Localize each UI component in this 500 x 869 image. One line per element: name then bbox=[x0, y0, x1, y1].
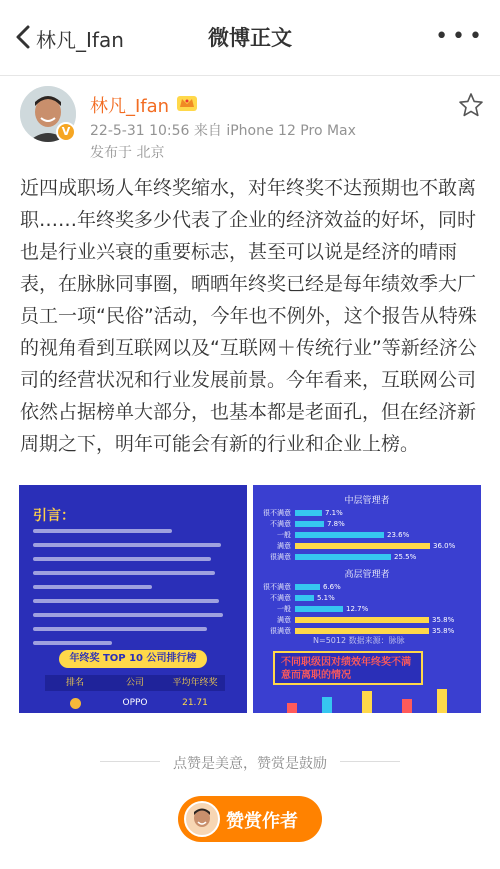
bar-value: 35.8% bbox=[432, 627, 455, 635]
bar-value: 5.1% bbox=[317, 594, 335, 602]
rank-value: 21.71 bbox=[182, 698, 208, 708]
bar-fill bbox=[295, 628, 429, 634]
rank-company: OPPO bbox=[122, 698, 148, 708]
bar-row bbox=[259, 519, 475, 529]
bar-label: 满意 bbox=[277, 616, 291, 624]
bar-value: 12.7% bbox=[346, 605, 369, 613]
bar-fill bbox=[295, 617, 429, 623]
verified-badge-icon: V bbox=[56, 122, 76, 142]
top10-title: 年终奖 TOP 10 公司排行榜 bbox=[59, 650, 207, 668]
post-image-right[interactable] bbox=[253, 485, 481, 713]
bar-label: 一般 bbox=[277, 531, 291, 539]
bar-row bbox=[259, 604, 475, 614]
reward-avatar bbox=[184, 801, 220, 837]
highlight-box: 不同职级因对绩效年终奖不满意而离职的情况 bbox=[273, 651, 423, 685]
reward-tip bbox=[0, 751, 500, 771]
senior-manager-chart bbox=[259, 567, 475, 637]
bar-fill bbox=[295, 521, 324, 527]
bar-row bbox=[259, 582, 475, 592]
bar-label: 很满意 bbox=[270, 627, 291, 635]
bar-value: 36.0% bbox=[433, 542, 456, 550]
data-source: N=5012 数据来源：脉脉 bbox=[313, 636, 405, 645]
favorite-star-icon[interactable] bbox=[458, 92, 484, 118]
bar-label: 不满意 bbox=[270, 594, 291, 602]
bar-row bbox=[259, 615, 475, 625]
header-company: 公司 bbox=[125, 678, 144, 688]
bar-label: 很不满意 bbox=[263, 583, 291, 591]
bar-row bbox=[259, 541, 475, 551]
mini-bar-chart bbox=[267, 685, 467, 713]
intro-text-block bbox=[33, 529, 231, 643]
bar-fill bbox=[295, 595, 314, 601]
reward-label: 赞赏作者 bbox=[226, 811, 298, 832]
reward-button[interactable] bbox=[178, 796, 322, 842]
post-location: 发布于 北京 bbox=[90, 145, 165, 161]
bar-value: 25.5% bbox=[394, 553, 417, 561]
bar-value: 7.1% bbox=[325, 509, 343, 517]
chart-title-senior: 高层管理者 bbox=[344, 570, 390, 580]
bar-row bbox=[259, 552, 475, 562]
post-meta: 22-5-31 10:56 来自 iPhone 12 Pro Max bbox=[90, 123, 356, 139]
bar-label: 一般 bbox=[277, 605, 291, 613]
navigation-bar bbox=[0, 0, 500, 76]
rank-row bbox=[45, 695, 225, 711]
bar-row bbox=[259, 508, 475, 518]
back-label[interactable]: 林凡_Ifan bbox=[36, 28, 124, 52]
intro-title: 引言： bbox=[33, 508, 75, 524]
bar-value: 35.8% bbox=[432, 616, 455, 624]
bar-value: 23.6% bbox=[387, 531, 410, 539]
bar-label: 满意 bbox=[277, 542, 291, 550]
rank-table-header bbox=[45, 675, 225, 691]
crown-icon bbox=[176, 93, 198, 113]
mid-manager-chart bbox=[259, 493, 475, 563]
bar-fill bbox=[295, 606, 343, 612]
bar-row bbox=[259, 593, 475, 603]
bar-fill bbox=[295, 543, 430, 549]
bar-fill bbox=[295, 554, 391, 560]
header-rank: 排名 bbox=[65, 678, 84, 688]
bar-label: 很满意 bbox=[270, 553, 291, 561]
bar-value: 7.8% bbox=[327, 520, 345, 528]
bar-row bbox=[259, 530, 475, 540]
bar-label: 很不满意 bbox=[263, 509, 291, 517]
bar-fill bbox=[295, 532, 384, 538]
divider-right bbox=[340, 761, 400, 762]
gold-medal-icon bbox=[45, 695, 105, 711]
bar-value: 6.6% bbox=[323, 583, 341, 591]
post-text: 近四成职场人年终奖缩水，对年终奖不达预期也不敢离职……年终奖多少代表了企业的经济效益的好坏，同时也是行业兴衰的重要标志，甚至可以说是经济的晴雨表，在脉脉同事圈，晒晒年终奖已经是每年绩效季大厂员工一项“民俗”活动，今年也不例外，这个报告从特殊的视角看到互联网以及“互联网＋传统行业”等新经济公司的经营状况和行业发展前景。今年看来，互联网公司依然占据榜单大部分，也基本都是老面孔，但在经济新周期之下，明年可能会有新的行业和企业上榜。 bbox=[20, 177, 477, 455]
header-bonus: 平均年终奖 bbox=[172, 678, 218, 688]
reward-tip-text: 点赞是美意，赞赏是鼓励 bbox=[173, 756, 327, 772]
chart-title-mid: 中层管理者 bbox=[344, 496, 390, 506]
page-title: 微博正文 bbox=[208, 26, 292, 50]
bar-fill bbox=[295, 584, 320, 590]
bar-label: 不满意 bbox=[270, 520, 291, 528]
post-image-left[interactable] bbox=[19, 485, 247, 713]
author-name[interactable]: 林凡_Ifan bbox=[90, 96, 170, 117]
bar-fill bbox=[295, 510, 322, 516]
more-dots-icon[interactable]: ••• bbox=[435, 24, 486, 49]
